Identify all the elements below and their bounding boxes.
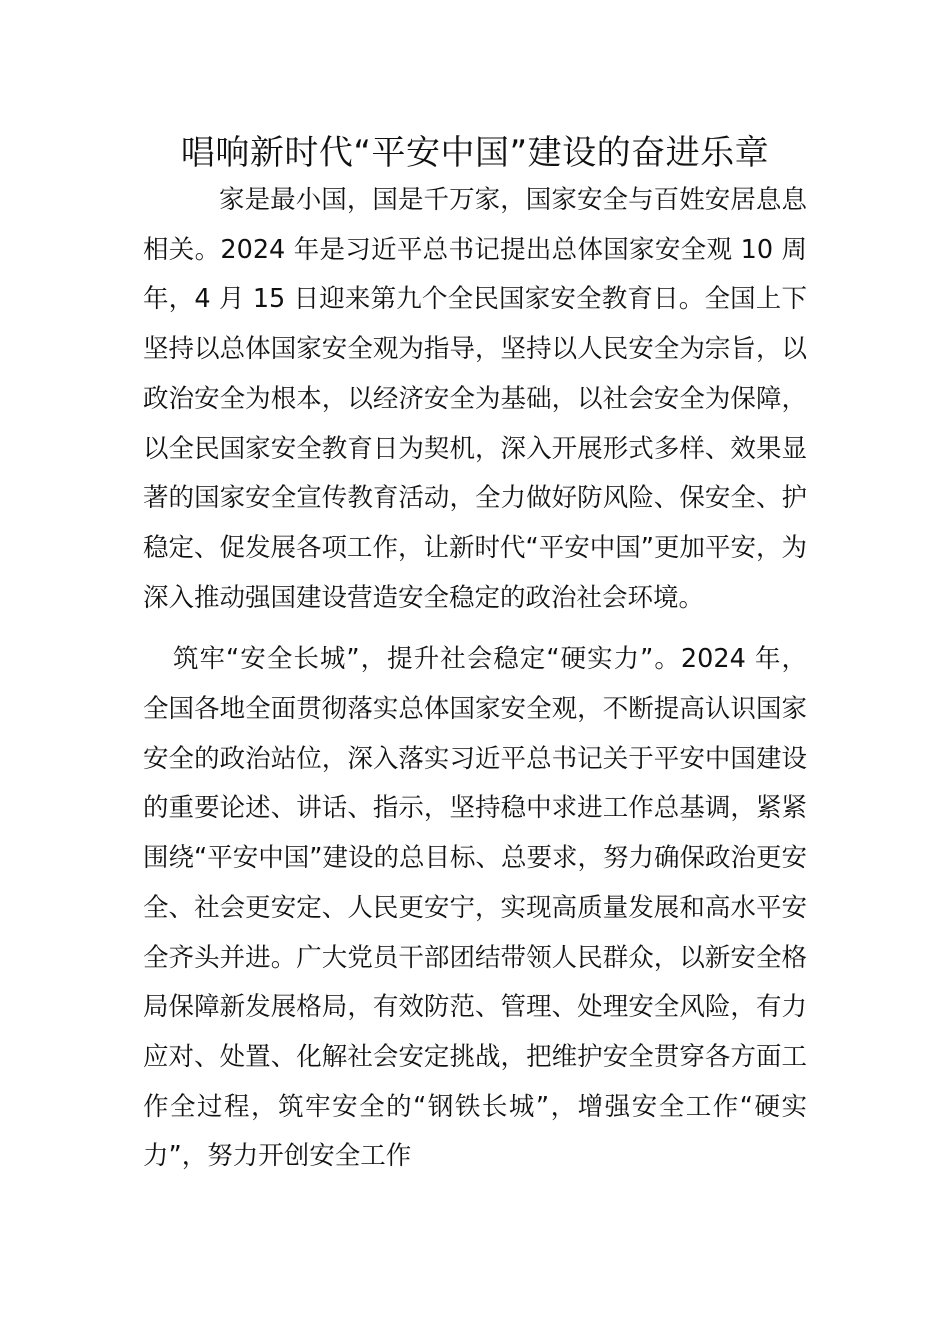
document-title: 唱响新时代“平安中国”建设的奋进乐章 <box>180 133 770 173</box>
paragraph-security-wall: 筑牢“安全长城”，提升社会稳定“硬实力”。2024 年，全国各地全面贯彻落实总体国家安全观，不断提高认识国家安全的政治站位，深入落实习近平总书记关于平安中国建设的重要论述、讲话、指示，坚持稳中求进工作总基调，紧紧围绕“平安中国”建设的总目标、总要求，努力确保政治更安全、社会更安定、人民更安宁，实现高质量发展和高水平安全齐头并进。广大党员干部团结带领人民群众，以新安全格局保障新发展格局，有效防范、管理、处理安全风险，有力应对、处置、化解社会安定挑战，把维护安全贯穿各方面工作全过程，筑牢安全的“钢铁长城”，增强安全工作“硬实力”，努力开创安全工作 <box>143 644 807 1172</box>
document-body <box>143 176 807 1182</box>
paragraph-intro: 家是最小国，国是千万家，国家安全与百姓安居息息相关。2024 年是习近平总书记提出总体国家安全观 10 周年，4 月 15 日迎来第九个全民国家安全教育日。全国上下坚持以总体国家安全观为指导，坚持以人民安全为宗旨，以政治安全为根本，以经济安全为基础，以社会安全为保障，以全民国家安全教育日为契机，深入开展形式多样、效果显著的国家安全宣传教育活动，全力做好防风险、保安全、护稳定、促发展各项工作，让新时代“平安中国”更加平安，为深入推动强国建设营造安全稳定的政治社会环境。 <box>143 185 807 613</box>
